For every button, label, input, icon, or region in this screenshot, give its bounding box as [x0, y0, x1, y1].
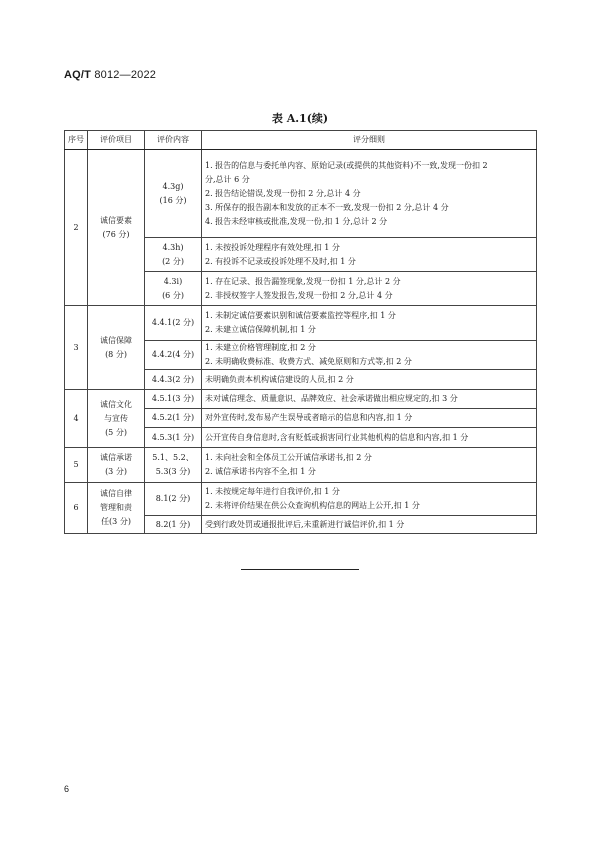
evaluation-content-text: 4.3i) [163, 276, 183, 286]
table-row [65, 448, 537, 483]
evaluation-table [64, 130, 537, 534]
table-row [65, 483, 537, 516]
scoring-detail-line: 公开宣传自身信息时,含有贬低或损害同行业其他机构的信息和内容,扣 1 分 [205, 432, 469, 442]
scoring-detail-cell [202, 428, 537, 448]
evaluation-item-text: 管理和责 [100, 503, 132, 512]
scoring-detail-cell [202, 272, 537, 306]
scoring-detail-cell [202, 370, 537, 390]
evaluation-content-text: (6 分) [162, 290, 184, 300]
scoring-detail-cell [202, 516, 537, 534]
evaluation-content-cell [145, 483, 202, 516]
evaluation-content-text: 4.5.3(1 分) [151, 432, 195, 442]
scoring-detail-line: 1. 未按投诉处理程序有效处理,扣 1 分 [205, 242, 340, 252]
end-rule [241, 569, 359, 570]
page-number: 6 [64, 784, 70, 794]
evaluation-content-text: 5.1、5.2、 [152, 453, 194, 462]
evaluation-item-cell [88, 448, 145, 483]
table-row [65, 390, 537, 409]
scoring-detail-line: 2. 未将评价结果在供公众查询机构信息的网站上公开,扣 1 分 [205, 501, 420, 510]
table-row [65, 306, 537, 341]
evaluation-content-cell [145, 370, 202, 390]
scoring-detail-line: 分,总计 6 分 [205, 174, 250, 184]
scoring-detail-line: 未明确负责本机构诚信建设的人员,扣 2 分 [205, 374, 354, 384]
scoring-detail-cell [202, 409, 537, 428]
evaluation-content-text: 8.2(1 分) [155, 519, 191, 529]
evaluation-content-text: 4.4.2(4 分) [151, 350, 195, 359]
row-number-cell: 6 [65, 483, 88, 534]
table-body [65, 150, 537, 534]
scoring-detail-line: 3. 所保存的报告副本和发放的正本不一致,发现一份扣 2 分,总计 4 分 [205, 202, 449, 212]
scoring-detail-cell [202, 483, 537, 516]
evaluation-content-text: 5.3(3 分) [155, 467, 191, 476]
scoring-detail-line: 2. 未明确收费标准、收费方式、减免原则和方式等,扣 2 分 [205, 357, 412, 366]
evaluation-content-cell [145, 390, 202, 409]
evaluation-content-cell [145, 516, 202, 534]
evaluation-content-cell [145, 448, 202, 483]
scoring-detail-line: 2. 报告结论错误,发现一份扣 2 分,总计 4 分 [205, 188, 361, 198]
scoring-detail-line: 对外宣传时,发布易产生误导或者暗示的信息和内容,扣 1 分 [205, 413, 413, 422]
scoring-detail-line: 1. 存在记录、报告漏签现象,发现一份扣 1 分,总计 2 分 [205, 276, 401, 286]
evaluation-item-text: 诚信保障 [100, 335, 132, 345]
evaluation-content-cell [145, 238, 202, 272]
evaluation-content-text: (2 分) [162, 256, 184, 266]
header-cell-content: 评价内容 [145, 131, 202, 150]
evaluation-item-text: (76 分) [102, 229, 130, 239]
scoring-detail-line: 1. 未按规定每年进行自我评价,扣 1 分 [205, 487, 340, 496]
standard-code-prefix: AQ/T [64, 69, 92, 81]
evaluation-content-cell [145, 341, 202, 370]
evaluation-item-text: 任(3 分) [101, 517, 131, 526]
scoring-detail-line: 1. 未建立价格管理制度,扣 2 分 [205, 343, 316, 352]
scoring-detail-cell [202, 390, 537, 409]
evaluation-content-text: 4.3h) [162, 242, 184, 252]
evaluation-item-text: (5 分) [105, 427, 127, 437]
row-number-cell: 4 [65, 390, 88, 448]
evaluation-item-text: 与宣传 [104, 413, 128, 423]
row-number-cell: 5 [65, 448, 88, 483]
evaluation-content-text: 8.1(2 分) [155, 494, 191, 503]
evaluation-content-text: 4.5.2(1 分) [151, 413, 195, 422]
scoring-detail-line: 2. 未建立诚信保障机制,扣 1 分 [205, 325, 316, 334]
evaluation-item-text: 诚信文化 [100, 399, 132, 409]
header-cell-item: 评价项目 [88, 131, 145, 150]
scoring-detail-line: 1. 未向社会和全体员工公开诚信承诺书,扣 2 分 [205, 453, 372, 462]
scoring-detail-line: 1. 未制定诚信要素识别和诚信要素监控等程序,扣 1 分 [205, 311, 396, 320]
standard-code [64, 69, 156, 81]
row-number-cell: 3 [65, 306, 88, 390]
evaluation-item-text: (8 分) [105, 349, 127, 359]
scoring-detail-cell [202, 150, 537, 238]
evaluation-content-text: 4.4.3(2 分) [151, 374, 195, 384]
evaluation-item-text: 诚信自律 [100, 489, 132, 498]
evaluation-content-text: 4.3g) [162, 181, 184, 191]
scoring-detail-line: 4. 报告未经审核或批准,发现一份,扣 1 分,总计 2 分 [205, 216, 388, 226]
scoring-detail-cell [202, 341, 537, 370]
scoring-detail-cell [202, 306, 537, 341]
evaluation-item-text: 诚信要素 [100, 215, 132, 225]
evaluation-item-cell [88, 390, 145, 448]
evaluation-content-text: (16 分) [159, 195, 187, 205]
evaluation-content-cell [145, 150, 202, 238]
scoring-detail-line: 未对诚信理念、质量意识、品牌效应、社会承诺做出相应规定的,扣 3 分 [205, 394, 458, 403]
scoring-detail-line: 1. 报告的信息与委托单内容、原始记录(或提供的其他资料)不一致,发现一份扣 2 [205, 160, 488, 170]
table-header-row [65, 131, 537, 150]
scoring-detail-line: 2. 非授权签字人签发报告,发现一份扣 2 分,总计 4 分 [205, 290, 393, 300]
evaluation-item-cell [88, 306, 145, 390]
evaluation-content-cell [145, 409, 202, 428]
table-row [65, 150, 537, 238]
evaluation-item-cell [88, 483, 145, 534]
evaluation-content-cell [145, 272, 202, 306]
scoring-detail-line: 2. 诚信承诺书内容不全,扣 1 分 [205, 467, 316, 476]
scoring-detail-line: 2. 有投诉不记录或投诉处理不及时,扣 1 分 [205, 256, 356, 266]
standard-number: 8012—2022 [94, 69, 157, 81]
evaluation-item-cell [88, 150, 145, 306]
scoring-detail-line: 受到行政处罚或通报批评后,未重新进行诚信评价,扣 1 分 [205, 519, 405, 529]
scoring-detail-cell [202, 238, 537, 272]
evaluation-item-text: (3 分) [105, 467, 127, 476]
header-cell-no: 序号 [65, 131, 88, 150]
evaluation-item-text: 诚信承诺 [100, 453, 132, 462]
row-number-cell: 2 [65, 150, 88, 306]
evaluation-content-cell [145, 306, 202, 341]
scoring-detail-cell [202, 448, 537, 483]
header-cell-detail: 评分细则 [202, 131, 537, 150]
table-title: 表 A.1(续) [271, 112, 329, 125]
evaluation-content-cell [145, 428, 202, 448]
evaluation-content-text: 4.5.1(3 分) [151, 394, 195, 403]
evaluation-content-text: 4.4.1(2 分) [151, 318, 195, 327]
